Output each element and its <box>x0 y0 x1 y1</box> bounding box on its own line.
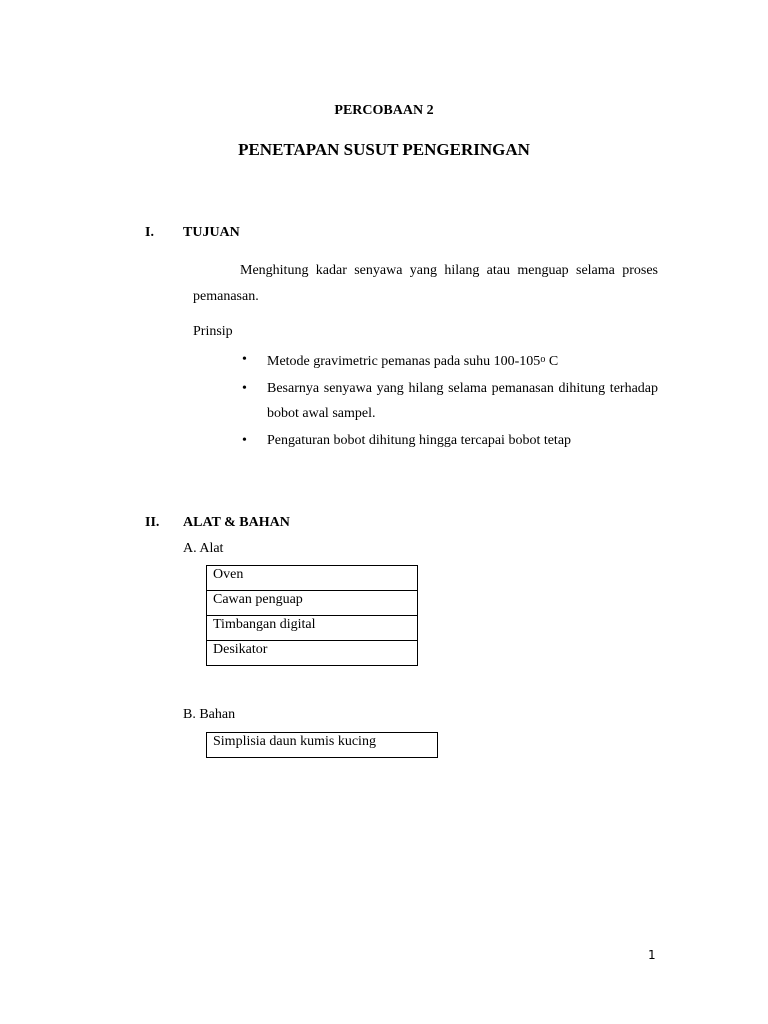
table-row <box>207 616 418 641</box>
degree-symbol: o <box>540 354 546 365</box>
table-row <box>207 733 438 758</box>
principle-item <box>240 376 658 426</box>
materials-table <box>206 732 438 758</box>
section-1-number: I. <box>145 225 154 240</box>
page-number: 1 <box>648 948 656 962</box>
principle-item-text: Besarnya senyawa yang hilang selama pemanasan dihitung terhadap bobot awal sampel. <box>267 381 658 421</box>
table-cell: Cawan penguap <box>207 591 418 616</box>
table-cell: Desikator <box>207 641 418 666</box>
table-row <box>207 591 418 616</box>
document-title: PENETAPAN SUSUT PENGERINGAN <box>238 140 530 159</box>
tools-subheading: A. Alat <box>183 541 224 556</box>
section-2-number: II. <box>145 515 160 530</box>
experiment-number: PERCOBAAN 2 <box>334 103 434 118</box>
principle-item-text: Pengaturan bobot dihitung hingga tercapai bobot tetap <box>267 433 572 448</box>
principle-item-text: Metode gravimetric pemanas pada suhu 100-105 <box>267 354 541 369</box>
table-cell: Timbangan digital <box>207 616 418 641</box>
bullet-icon: • <box>242 433 247 448</box>
section-1-title: TUJUAN <box>183 225 240 240</box>
section-2-title: ALAT & BAHAN <box>183 515 290 530</box>
objective-paragraph: Menghitung kadar senyawa yang hilang atau menguap selama proses pemanasan. <box>193 263 658 304</box>
principle-list <box>240 347 658 455</box>
table-cell: Oven <box>207 566 418 591</box>
temperature-unit: C <box>548 354 559 369</box>
bullet-icon: • <box>242 381 247 396</box>
materials-subheading: B. Bahan <box>183 707 236 722</box>
table-cell: Simplisia daun kumis kucing <box>207 733 438 758</box>
principle-item <box>240 428 658 453</box>
table-row <box>207 566 418 591</box>
bullet-icon: • <box>242 352 247 367</box>
tools-table <box>206 565 418 666</box>
table-row <box>207 641 418 666</box>
principle-label: Prinsip <box>193 324 233 339</box>
principle-item <box>240 347 658 374</box>
